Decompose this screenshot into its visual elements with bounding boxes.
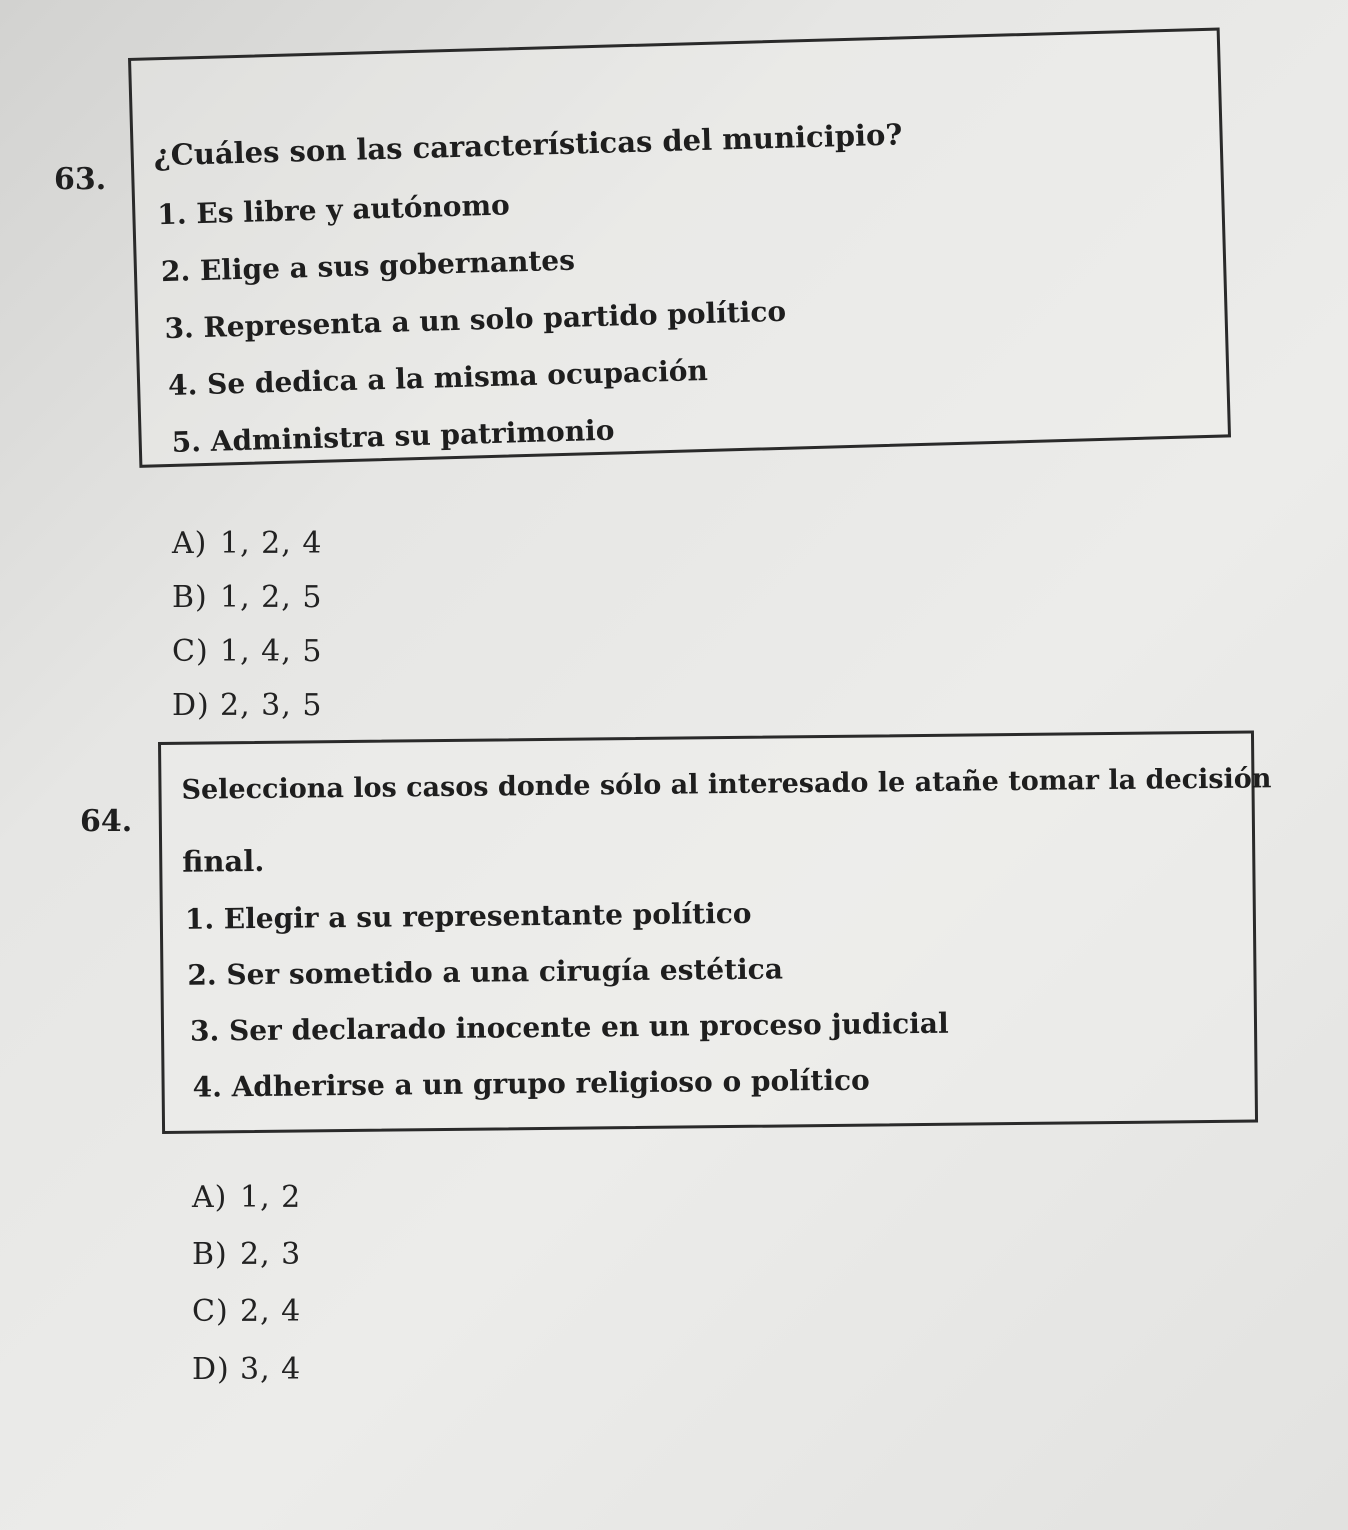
question-63-item-4: 4. Se dedica a la misma ocupación — [167, 353, 709, 402]
question-64-prompt-line-2: final. — [182, 843, 265, 879]
option-text: 2, 3, 5 — [220, 688, 323, 723]
option-letter: A) — [172, 526, 208, 561]
question-63-option-d[interactable] — [172, 688, 322, 723]
question-63-item-1: 1. Es libre y autónomo — [156, 188, 511, 232]
question-63-item-3: 3. Representa a un solo partido político — [164, 294, 787, 346]
question-64-option-d[interactable] — [192, 1352, 301, 1387]
option-text: 2, 4 — [240, 1294, 302, 1329]
option-letter: B) — [172, 580, 208, 615]
question-63-option-a[interactable] — [172, 526, 322, 561]
question-64-option-b[interactable] — [192, 1237, 301, 1272]
question-63-option-c[interactable] — [172, 634, 322, 669]
question-64-number: 64. — [80, 804, 133, 839]
option-letter: A) — [192, 1180, 228, 1215]
question-63-option-b[interactable] — [172, 580, 322, 615]
question-64-prompt-line-1: Selecciona los casos donde sólo al interesado le atañe tomar la decisión — [181, 763, 1272, 806]
question-64-item-4: 4. Adherirse a un grupo religioso o político — [192, 1063, 870, 1104]
question-63-box — [128, 28, 1231, 468]
question-64-item-2: 2. Ser sometido a una cirugía estética — [187, 952, 784, 992]
option-letter: D) — [192, 1352, 230, 1387]
option-text: 1, 4, 5 — [220, 634, 323, 669]
question-64-option-a[interactable] — [192, 1180, 301, 1215]
option-letter: B) — [192, 1237, 228, 1272]
question-63-item-2: 2. Elige a sus gobernantes — [160, 243, 576, 289]
question-64-item-3: 3. Ser declarado inocente en un proceso judicial — [189, 1006, 949, 1048]
option-text: 1, 2, 5 — [220, 580, 323, 615]
option-text: 3, 4 — [240, 1352, 302, 1387]
question-64-box — [158, 731, 1272, 1134]
option-text: 2, 3 — [240, 1237, 302, 1272]
option-letter: C) — [172, 634, 209, 669]
question-64-option-c[interactable] — [192, 1294, 301, 1329]
question-64-item-1: 1. Elegir a su representante político — [184, 896, 752, 936]
option-text: 1, 2 — [240, 1180, 302, 1215]
question-63-prompt: ¿Cuáles son las características del municipio? — [153, 117, 903, 173]
option-letter: D) — [172, 688, 210, 723]
question-63-number: 63. — [54, 162, 107, 197]
question-63-item-5: 5. Administra su patrimonio — [171, 413, 615, 459]
option-letter: C) — [192, 1294, 229, 1329]
option-text: 1, 2, 4 — [220, 526, 323, 561]
